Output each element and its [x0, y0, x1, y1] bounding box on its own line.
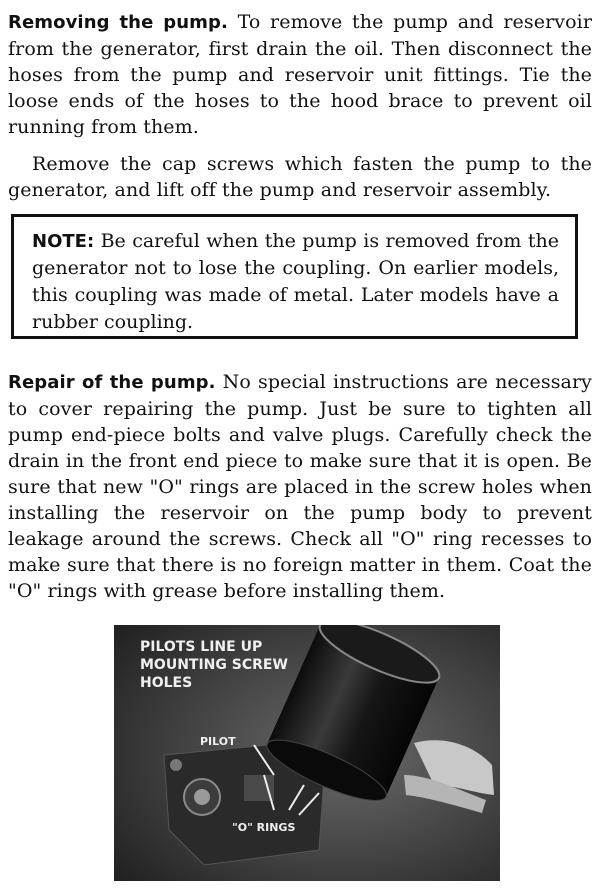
pump-photo [114, 625, 500, 881]
note-box [11, 214, 578, 339]
label-o-rings: "O" RINGS [232, 821, 296, 834]
pump-bolt [170, 759, 182, 771]
callout-line-2: MOUNTING SCREW [140, 657, 288, 673]
callout-line-1: PILOTS LINE UP [140, 639, 263, 655]
callout-line-3: HOLES [140, 675, 193, 691]
note-text: Be careful when the pump is removed from the generator not to lose the coupling. On earlier models, this coupling was made of metal. Later models have a rubber coupling. [32, 230, 559, 333]
note-label: NOTE: [32, 231, 95, 252]
heading-removing-pump: Removing the pump. [8, 12, 228, 33]
removing-pump-text: To remove the pump and reservoir from the generator, first drain the oil. Then disconnect the hoses from the pump and reservoir unit fittings. Tie the loose ends of the hoses to the hood brace to prevent oil running from them. [8, 11, 593, 138]
pump-fitting-center [194, 789, 210, 805]
repair-pump-text: No special instructions are necessary to cover repairing the pump. Just be sure to tighten all pump end-piece bolts and valve plugs. Carefully check the drain in the front end piece to make sure that it is open. Be sure that new "O" rings are placed in the screw holes when installing the reservoir on the pump body to prevent leakage around the screws. Check all "O" ring recesses to make sure that there is no foreign matter in them. Coat the "O" rings with grease before installing them. [8, 371, 592, 602]
heading-repair-pump: Repair of the pump. [8, 372, 216, 393]
pump-illustration [114, 625, 500, 881]
paragraph-removing-pump [8, 9, 592, 140]
label-pilot: PILOT [200, 735, 236, 748]
paragraph-repair-pump [8, 369, 592, 604]
paragraph-remove-cap-screws: Remove the cap screws which fasten the pump to the generator, and lift off the pump and reservoir assembly. [8, 153, 592, 201]
